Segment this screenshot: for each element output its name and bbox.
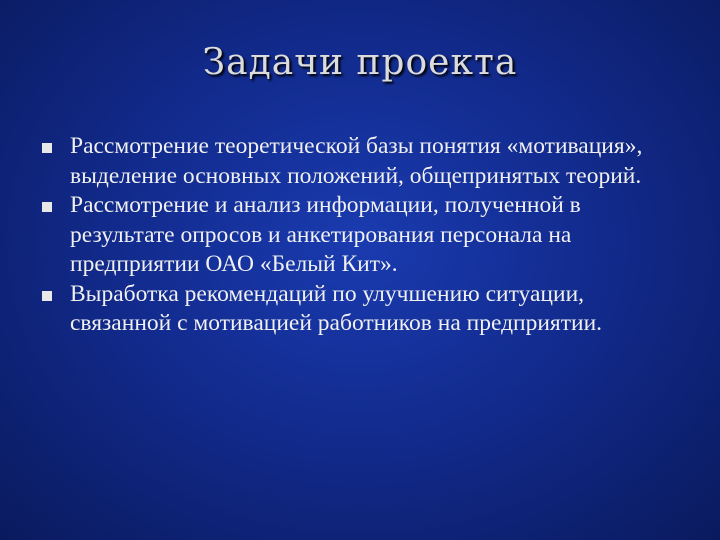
- bullet-text: Рассмотрение теоретической базы понятия «мотивация», выделение основных положений, общепринятых теорий.: [70, 133, 643, 189]
- square-bullet-icon: [42, 202, 52, 212]
- bullet-text: Рассмотрение и анализ информации, полученной в результате опросов и анкетирования персонала на предприятии ОАО «Белый Кит».: [70, 192, 581, 277]
- bullet-list: [40, 132, 680, 339]
- list-item: [40, 191, 680, 280]
- square-bullet-icon: [42, 291, 52, 301]
- slide-title: Задачи проекта: [202, 42, 518, 83]
- bullet-text: Выработка рекомендаций по улучшению ситуации, связанной с мотивацией работников на предприятии.: [70, 280, 603, 336]
- square-bullet-icon: [42, 143, 52, 153]
- list-item: [40, 280, 680, 339]
- list-item: [40, 132, 680, 191]
